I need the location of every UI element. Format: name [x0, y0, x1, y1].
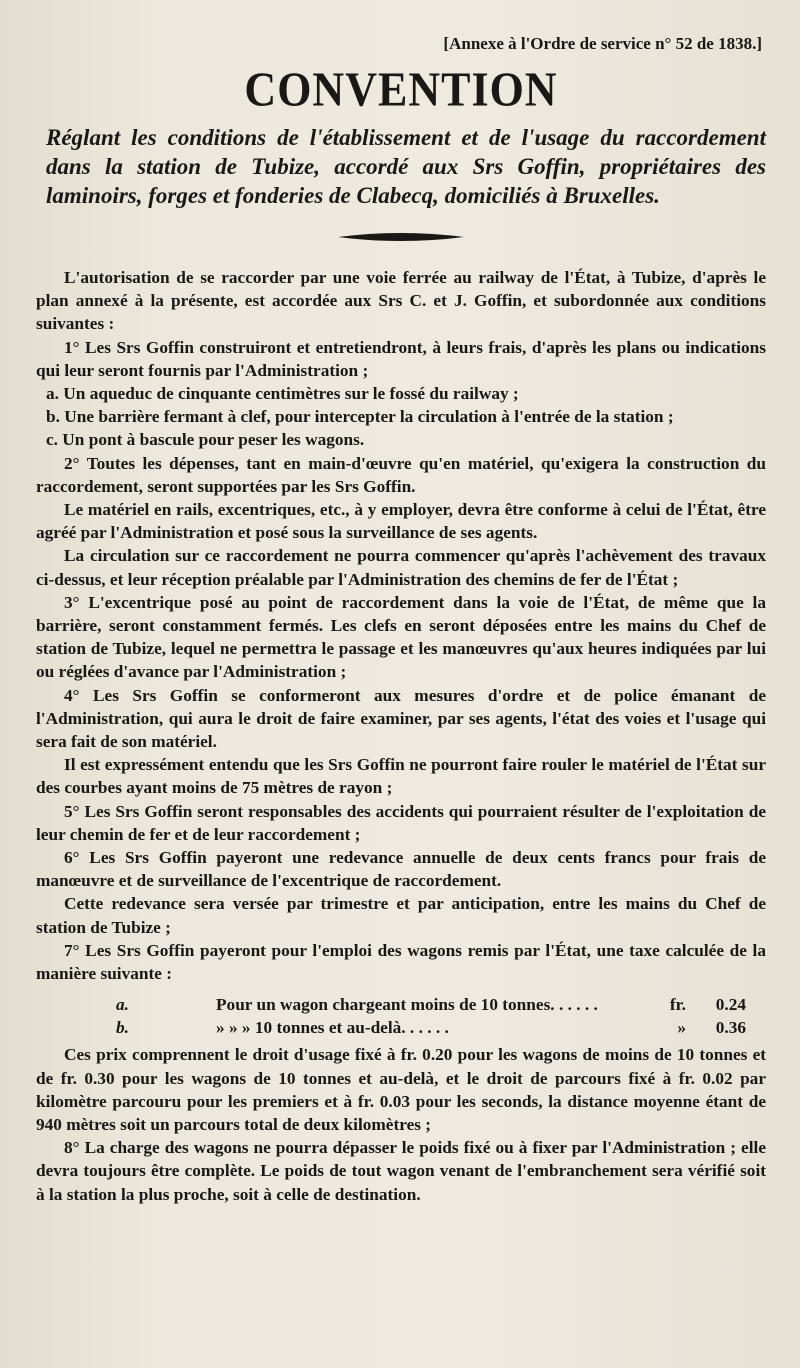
paragraph: 4° Les Srs Goffin se conformeront aux mesures d'ordre et de police émanant de l'Administration, qui aura le droit de faire examiner, par ses agents, l'état des voies et l'usage qui sera fait de son matériel.	[36, 685, 766, 752]
tariff-currency: fr.	[669, 995, 686, 1015]
tariff-currency: »	[677, 1018, 686, 1038]
convention-body	[36, 266, 766, 1206]
tariff-row	[36, 993, 766, 1016]
paragraph: 8° La charge des wagons ne pourra dépasser le poids fixé ou à fixer par l'Administration ; elle devra toujours être complète. Le poids de tout wagon venant de l'embranchement sera vérifié soit à la station la plus proche, soit à celle de destination.	[36, 1138, 766, 1204]
paragraph: 1° Les Srs Goffin construiront et entretiendront, à leurs frais, d'après les plans ou indications qui leur seront fournis par l'Administration ;	[36, 337, 766, 380]
ornament-divider	[336, 230, 466, 244]
paragraph: Il est expressément entendu que les Srs Goffin ne pourront faire rouler le matériel de l'État sur des courbes ayant moins de 75 mètres de rayon ;	[36, 755, 766, 798]
tariff-row	[36, 1016, 766, 1039]
paragraph: 7° Les Srs Goffin payeront pour l'emploi des wagons remis par l'État, une taxe calculée de la manière suivante :	[36, 940, 766, 984]
paragraph-item: b. Une barrière fermant à clef, pour intercepter la circulation à l'entrée de la station ;	[46, 407, 674, 427]
paragraph: 3° L'excentrique posé au point de raccordement dans la voie de l'État, de même que la barrière, seront constamment fermés. Les clefs en seront déposées entre les mains du Chef de station de Tubize, lequel ne permettra le passage et les manœuvres qu'aux heures indiquées par lui ou réglées d'avance par l'Administration ;	[36, 592, 766, 682]
paragraph: 2° Toutes les dépenses, tant en main-d'œuvre qu'en matériel, qu'exigera la construction du raccordement, seront supportées par les Srs Goffin.	[36, 453, 766, 496]
tariff-label: b.	[116, 1018, 129, 1038]
paragraph: 5° Les Srs Goffin seront responsables des accidents qui pourraient résulter de l'exploitation de leur chemin de fer et de leur raccordement ;	[36, 801, 766, 844]
tariff-label: a.	[116, 995, 129, 1015]
annexe-reference: [Annexe à l'Ordre de service n° 52 de 1838.]	[443, 34, 762, 53]
tariff-price: 0.24	[715, 995, 746, 1015]
paragraph-item: a. Un aqueduc de cinquante centimètres sur le fossé du railway ;	[46, 384, 519, 404]
page-title: CONVENTION	[244, 62, 558, 117]
paragraph: Ces prix comprennent le droit d'usage fixé à fr. 0.20 pour les wagons de moins de 10 tonnes et de fr. 0.30 pour les wagons de 10 tonnes et au-delà, et le droit de parcours fixé à fr. 0.02 par kilomètre parcouru pour les premiers et à fr. 0.03 pour les seconds, la distance moyenne étant de 940 mètres soit un parcours total de deux kilomètres ;	[36, 1045, 766, 1134]
paragraph: 6° Les Srs Goffin payeront une redevance annuelle de deux cents francs pour frais de manœuvre et de surveillance de l'excentrique de raccordement.	[36, 848, 766, 891]
tariff-table	[36, 993, 766, 1039]
paragraph: L'autorisation de se raccorder par une voie ferrée au railway de l'État, à Tubize, d'après le plan annexé à la présente, est accordée aux Srs C. et J. Goffin, et subordonnée aux conditions suivantes :	[36, 268, 766, 334]
tariff-description: » » » 10 tonnes et au-delà. . . . . .	[216, 1018, 449, 1038]
paragraph: Cette redevance sera versée par trimestre et par anticipation, entre les mains du Chef de station de Tubize ;	[36, 894, 766, 937]
subtitle: Réglant les conditions de l'établissement et de l'usage du raccordement dans la station de Tubize, accordé aux Srs Goffin, propriétaires des laminoirs, forges et fonderies de Clabecq, domiciliés à Bruxelles.	[46, 125, 766, 208]
tariff-description: Pour un wagon chargeant moins de 10 tonnes. . . . . .	[216, 995, 598, 1015]
tariff-price: 0.36	[715, 1018, 746, 1038]
paragraph: La circulation sur ce raccordement ne pourra commencer qu'après l'achèvement des travaux ci-dessus, et leur réception préalable par l'Administration des chemins de fer de l'État ;	[36, 546, 766, 589]
paragraph: Le matériel en rails, excentriques, etc., à y employer, devra être conforme à celui de l'État, être agréé par l'Administration et posé sous la surveillance de ses agents.	[36, 500, 766, 543]
paragraph-item: c. Un pont à bascule pour peser les wagons.	[46, 430, 365, 450]
